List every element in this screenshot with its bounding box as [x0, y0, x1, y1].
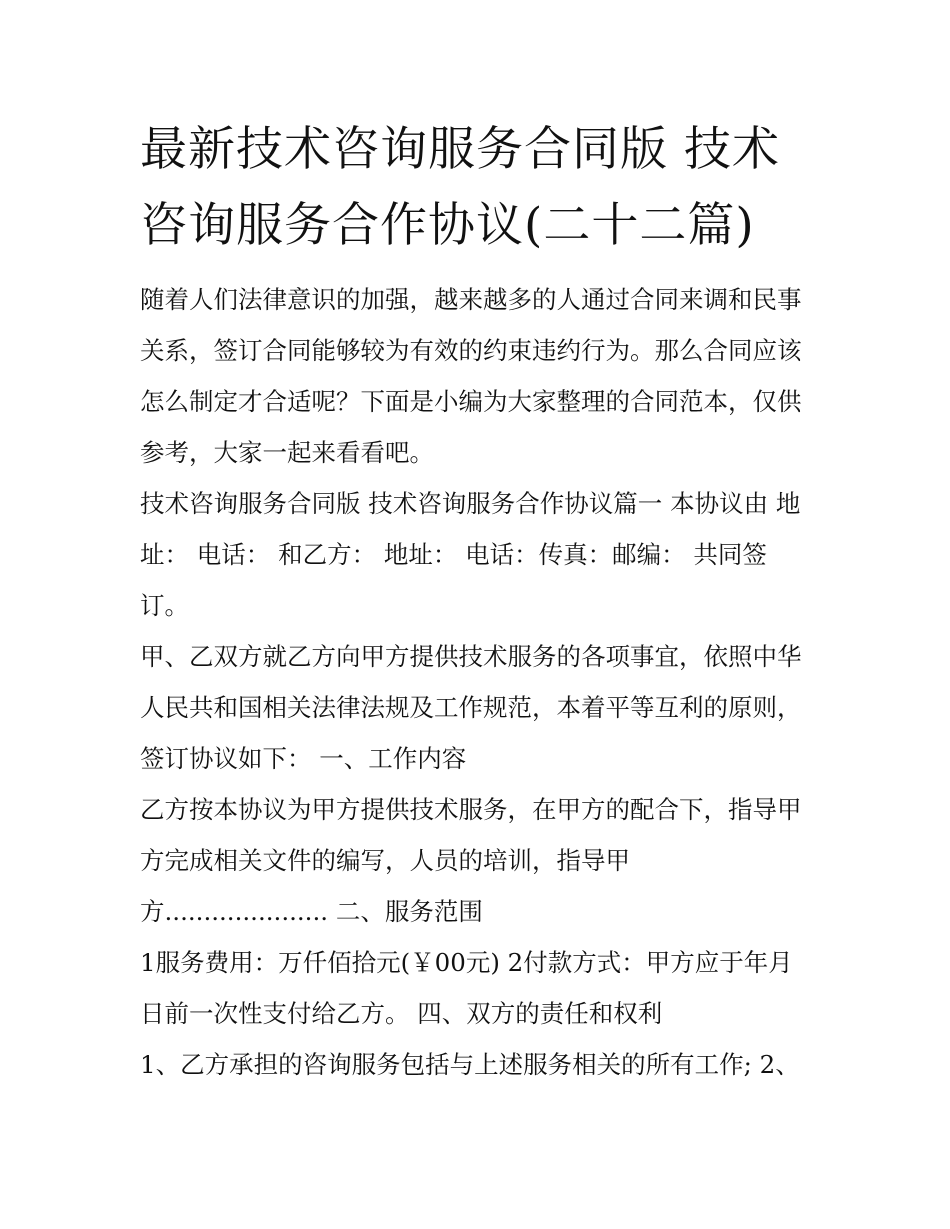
paragraph-agreement-basis: 甲、乙双方就乙方向甲方提供技术服务的各项事宜，依照中华人民共和国相关法律法规及工作规范，本着平等互利的原则，签订协议如下： 一、工作内容: [140, 642, 802, 773]
paragraph-service-fee: 1服务费用：万仟佰拾元(￥00元) 2付款方式：甲方应于年月日前一次性支付给乙方。 四、双方的责任和权利: [140, 948, 793, 1028]
document-body: [140, 274, 812, 1090]
paragraph-responsibilities: 1、乙方承担的咨询服务包括与上述服务相关的所有工作; 2、: [140, 1050, 800, 1079]
document-title: 最新技术咨询服务合同版 技术咨询服务合作协议(二十二篇): [140, 122, 780, 253]
paragraph-intro: 随着人们法律意识的加强，越来越多的人通过合同来调和民事关系，签订合同能够较为有效的约束违约行为。那么合同应该怎么制定才合适呢？下面是小编为大家整理的合同范本，仅供参考，大家一起来看看吧。: [140, 285, 802, 467]
paragraph-parties: 技术咨询服务合同版 技术咨询服务合作协议篇一 本协议由 地址： 电话： 和乙方： 地址： 电话：传真：邮编： 共同签订。: [140, 489, 801, 620]
paragraph-work-content: 乙方按本协议为甲方提供技术服务，在甲方的配合下，指导甲方完成相关文件的编写，人员的培训，指导甲方..................... 二、服务范围: [140, 795, 802, 926]
document-page: [140, 0, 812, 1090]
